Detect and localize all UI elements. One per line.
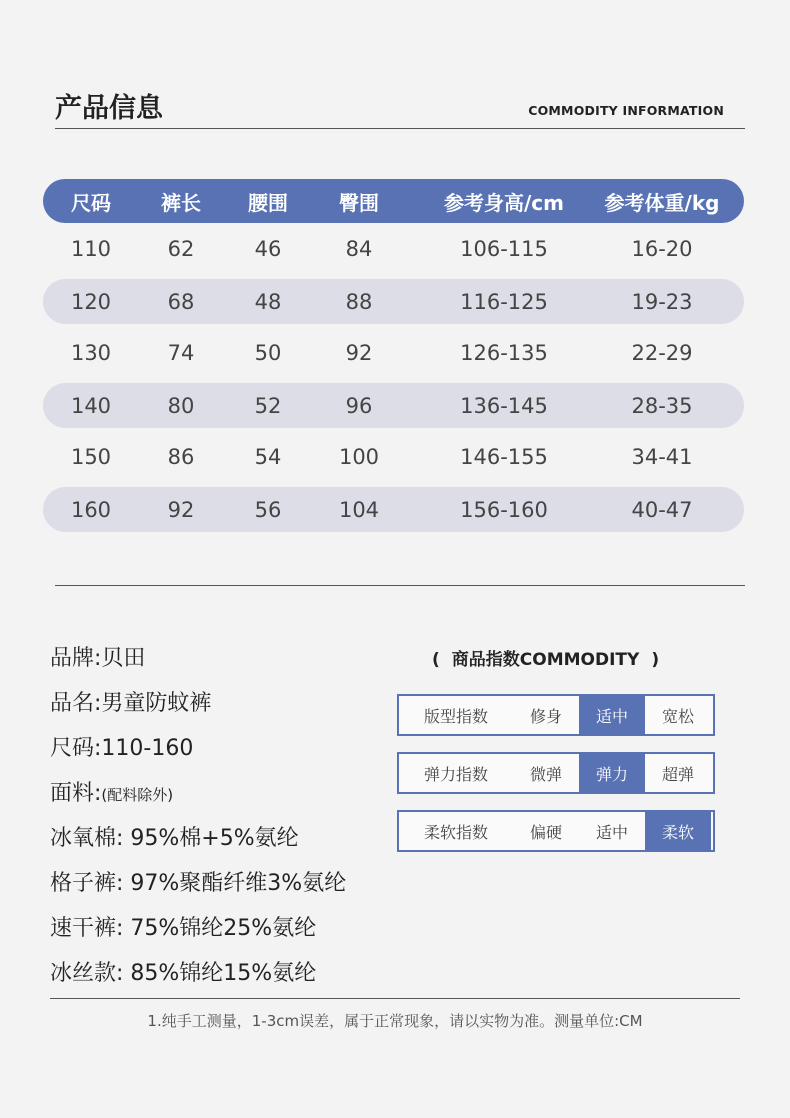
size-table-cell: 80 xyxy=(167,393,195,418)
size-table-cell: 16-20 xyxy=(631,237,693,261)
size-table-cell: 120 xyxy=(70,289,112,314)
header-cell-length: 裤长 xyxy=(161,190,201,215)
size-table-cell: 28-35 xyxy=(631,393,693,418)
size-table-cell: 22-29 xyxy=(631,341,693,365)
header-cell-weight: 参考体重/kg xyxy=(604,190,720,215)
fabric-label: 面料: xyxy=(50,781,102,806)
size-table-cell: 74 xyxy=(167,341,195,365)
material-line: 速干裤: 75%锦纶25%氨纶 xyxy=(50,916,317,941)
divider-top xyxy=(55,128,745,129)
fabric-note: (配料除外) xyxy=(101,786,174,804)
size-table-row xyxy=(43,279,744,324)
product-name-line: 品名:男童防蚊裤 xyxy=(50,691,212,716)
size-table-cell: 68 xyxy=(167,289,195,314)
size-table-cell: 100 xyxy=(338,445,380,469)
index-row-label: 弹力指数 xyxy=(423,764,488,784)
size-table-cell: 88 xyxy=(345,289,373,314)
size-table-cell: 62 xyxy=(167,237,195,261)
index-option: 超弹 xyxy=(661,764,694,784)
size-table-cell: 92 xyxy=(167,497,195,522)
index-panel-title xyxy=(420,645,720,670)
index-option-selected: 适中 xyxy=(579,696,645,734)
size-table-cell: 96 xyxy=(345,393,373,418)
material-line: 冰丝款: 85%锦纶15%氨纶 xyxy=(50,961,317,986)
size-table-row xyxy=(43,327,744,379)
index-option-selected: 柔软 xyxy=(645,812,711,850)
index-row xyxy=(397,810,715,852)
size-table-cell: 116-125 xyxy=(460,289,548,314)
size-table-body xyxy=(43,223,744,532)
index-option-selected: 弹力 xyxy=(579,754,645,792)
size-table-cell: 110 xyxy=(70,237,112,261)
size-table-cell: 126-135 xyxy=(460,341,548,365)
open-paren: ( xyxy=(432,650,440,670)
index-title-text: 商品指数COMMODITY xyxy=(451,650,640,670)
material-line: 格子裤: 97%聚酯纤维3%氨纶 xyxy=(50,871,347,896)
size-table-cell: 54 xyxy=(254,445,282,469)
size-table-cell: 106-115 xyxy=(460,237,548,261)
size-table-cell: 19-23 xyxy=(631,289,693,314)
index-row xyxy=(397,694,715,736)
size-table-cell: 146-155 xyxy=(460,445,548,469)
size-table-cell: 86 xyxy=(167,445,195,469)
index-option: 适中 xyxy=(595,822,628,842)
size-table-cell: 136-145 xyxy=(460,393,548,418)
header-cell-waist: 腰围 xyxy=(248,190,288,215)
measurement-footnote: 1.纯手工测量，1-3cm误差，属于正常现象，请以实物为准。测量单位:CM xyxy=(147,1012,643,1030)
size-table-cell: 156-160 xyxy=(460,497,548,522)
index-option: 偏硬 xyxy=(529,822,562,842)
size-table xyxy=(43,179,744,535)
section-title: 产品信息 xyxy=(55,93,163,124)
size-table-cell: 150 xyxy=(70,445,112,469)
index-option: 修身 xyxy=(529,706,562,726)
size-table-cell: 50 xyxy=(254,341,282,365)
size-table-cell: 40-47 xyxy=(631,497,693,522)
size-table-cell: 52 xyxy=(254,393,282,418)
size-table-cell: 92 xyxy=(345,341,373,365)
index-row-label: 柔软指数 xyxy=(423,822,488,842)
size-range-line: 尺码:110-160 xyxy=(50,736,194,761)
header-cell-hip: 臀围 xyxy=(339,190,379,215)
size-table-cell: 84 xyxy=(345,237,373,261)
material-line: 冰氧棉: 95%棉+5%氨纶 xyxy=(50,826,299,851)
product-details xyxy=(50,640,346,1000)
size-table-row xyxy=(43,223,744,275)
size-table-row xyxy=(43,383,744,428)
close-paren: ) xyxy=(651,650,660,670)
size-table-row xyxy=(43,431,744,483)
size-table-cell: 140 xyxy=(70,393,112,418)
header-cell-size: 尺码 xyxy=(71,190,111,215)
size-table-cell: 34-41 xyxy=(631,445,693,469)
index-row-label: 版型指数 xyxy=(423,706,488,726)
size-table-cell: 48 xyxy=(254,289,282,314)
section-subtitle: COMMODITY INFORMATION xyxy=(528,103,724,118)
size-table-row xyxy=(43,487,744,532)
size-table-cell: 104 xyxy=(338,497,380,522)
fabric-line xyxy=(50,775,346,820)
divider-middle xyxy=(55,585,745,586)
index-option: 微弹 xyxy=(529,764,562,784)
brand-line: 品牌:贝田 xyxy=(50,646,146,671)
size-table-cell: 56 xyxy=(254,497,282,522)
divider-bottom xyxy=(50,998,740,999)
size-table-cell: 46 xyxy=(254,237,282,261)
size-table-header xyxy=(43,179,744,223)
header-cell-height: 参考身高/cm xyxy=(444,190,564,215)
size-table-cell: 160 xyxy=(70,497,112,522)
index-option: 宽松 xyxy=(661,706,694,726)
index-row xyxy=(397,752,715,794)
size-table-cell: 130 xyxy=(70,341,112,365)
